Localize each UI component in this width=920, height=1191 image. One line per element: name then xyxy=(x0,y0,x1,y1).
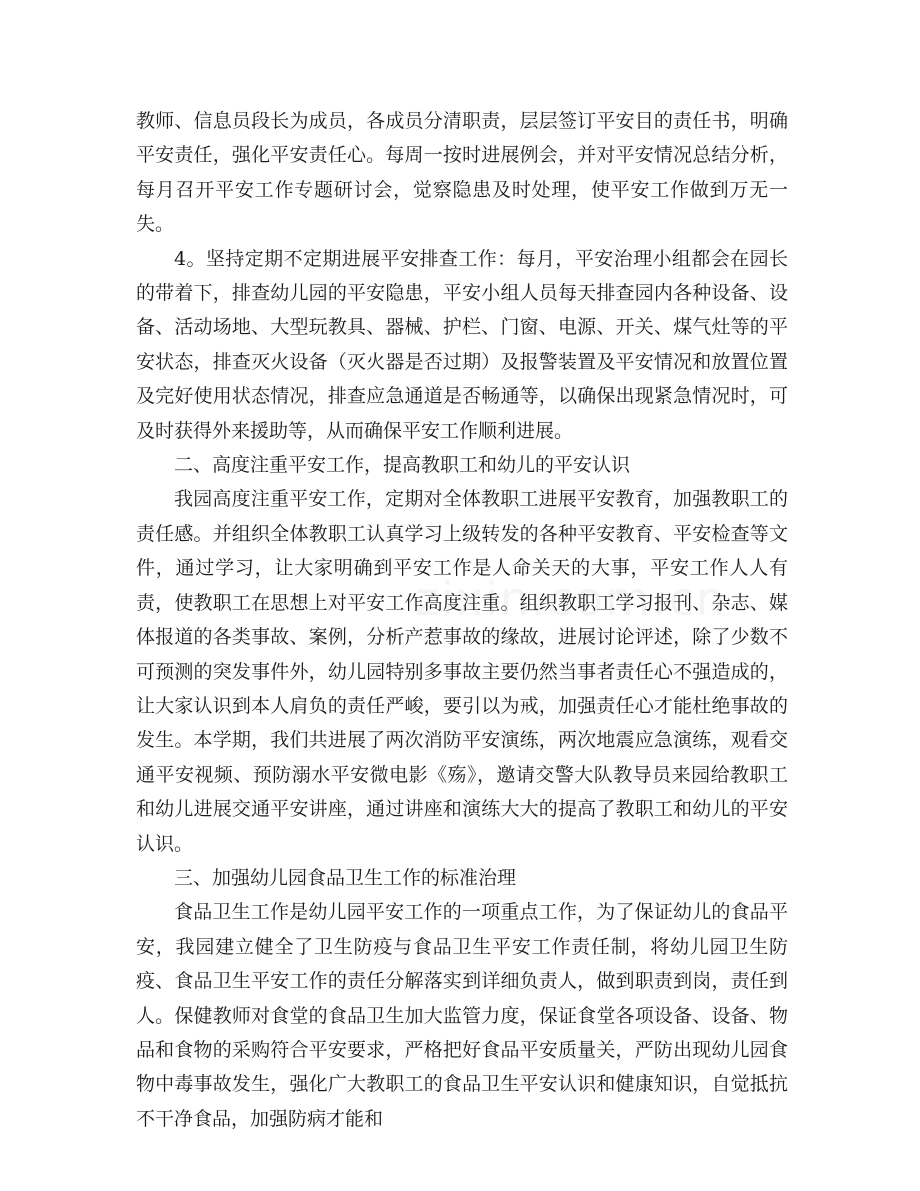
paragraph-2: 4。坚持定期不定期进展平安排查工作：每月，平安治理小组都会在园长的带着下，排查幼儿园的平安隐患，平安小组人员每天排查园内各种设备、设备、活动场地、大型玩教具、器械、护栏、门窗、电源、开关、煤气灶等的平安状态，排查灭火设备（灭火器是否过期）及报警装置及平安情况和放置位置及完好使用状态情况，排查应急通道是否畅通等，以确保出现紧急情况时，可及时获得外来援助等，从而确保平安工作顺利进展。 xyxy=(136,247,788,442)
section-heading-3: 三、加强幼儿园食品卫生工作的标准治理 xyxy=(174,866,517,889)
paragraph-1: 教师、信息员段长为成员，各成员分清职责，层层签订平安目的责任书，明确平安责任，强化平安责任心。每周一按时进展例会，并对平安情况总结分析，每月召开平安工作专题研讨会，觉察隐患及时处理，使平安工作做到万无一失。 xyxy=(136,110,788,236)
section-heading-2: 二、高度注重平安工作，提高教职工和幼儿的平安认识 xyxy=(174,454,631,477)
document-body xyxy=(136,104,788,1136)
paragraph-4: 食品卫生工作是幼儿园平安工作的一项重点工作，为了保证幼儿的食品平安，我园建立健全了卫生防疫与食品卫生平安工作责任制，将幼儿园卫生防疫、食品卫生平安工作的责任分解落实到详细负责人，做到职责到岗，责任到人。保健教师对食堂的食品卫生加大监管力度，保证食堂各项设备、设备、物品和食物的采购符合平安要求，严格把好食品平安质量关，严防出现幼儿园食物中毒事故发生，强化广大教职工的食品卫生平安认识和健康知识，自觉抵抗不干净食品，加强防病才能和 xyxy=(136,901,788,1130)
paragraph-3: 我园高度注重平安工作，定期对全体教职工进展平安教育，加强教职工的责任感。并组织全体教职工认真学习上级转发的各种平安教育、平安检查等文件，通过学习，让大家明确到平安工作是人命关天的大事，平安工作人人有责，使教职工在思想上对平安工作高度注重。组织教职工学习报刊、杂志、媒体报道的各类事故、案例，分析产惹事故的缘故，进展讨论评述，除了少数不可预测的突发事件外，幼儿园特别多事故主要仍然当事者责任心不强造成的，让大家认识到本人肩负的责任严峻，要引以为戒，加强责任心才能杜绝事故的发生。本学期，我们共进展了两次消防平安演练，两次地震应急演练，观看交通平安视频、预防溺水平安微电影《殇》，邀请交警大队教导员来园给教职工和幼儿进展交通平安讲座，通过讲座和演练大大的提高了教职工和幼儿的平安认识。 xyxy=(136,488,788,855)
